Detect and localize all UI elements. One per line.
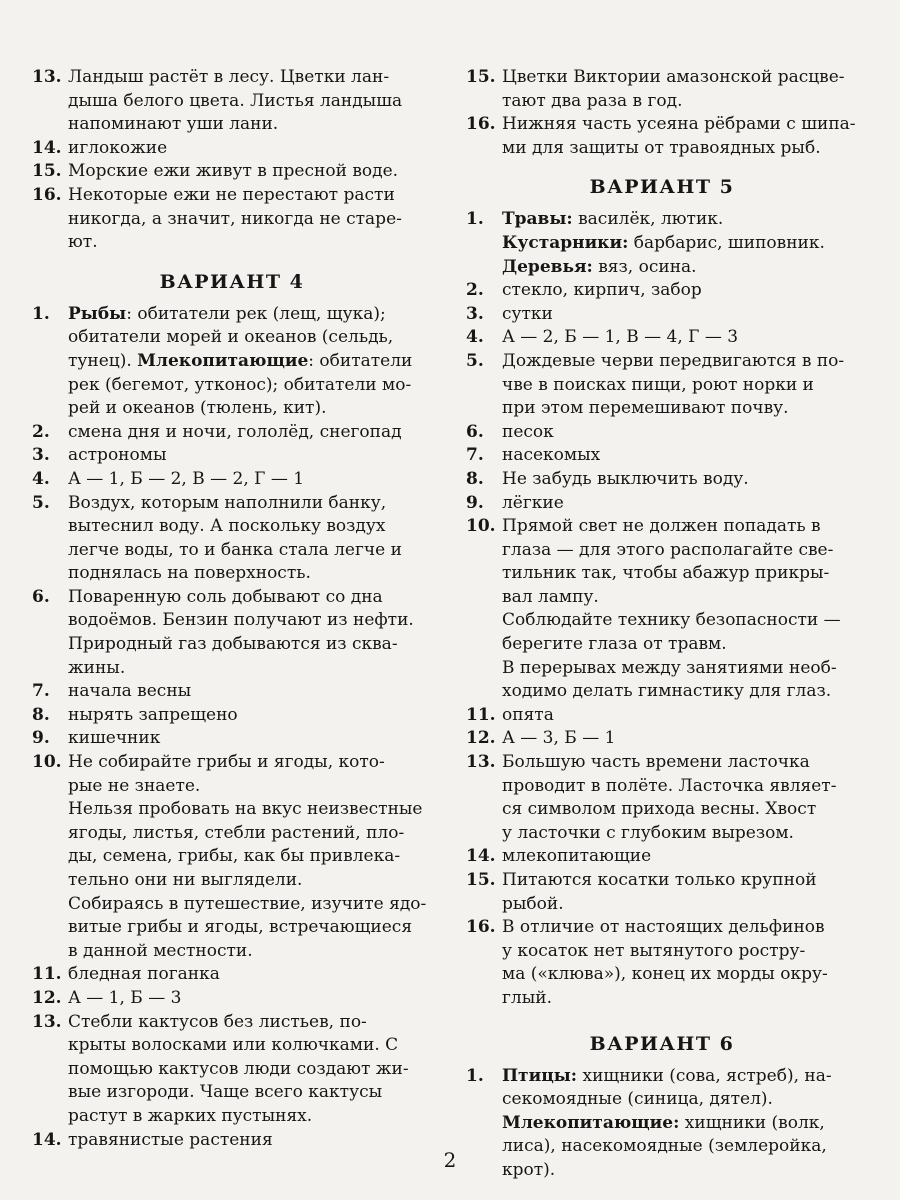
text-line: у ласточки с глубоким вырезом. xyxy=(502,822,794,843)
text-line: ся символом прихода весны. Хвост xyxy=(502,799,817,820)
answer-item xyxy=(466,727,858,751)
text-line: обитатели морей и океанов (сельдь, xyxy=(68,327,394,348)
text-line: ды, семена, грибы, как бы привлека- xyxy=(68,846,401,867)
text-line: Воздух, которым наполнили банку, xyxy=(68,492,387,513)
text-line: рек (бегемот, утконос); обитатели мо- xyxy=(68,374,412,395)
item-text xyxy=(502,845,858,869)
text-line: тунец). Млекопитающие: обитатели xyxy=(68,350,413,371)
text-line: Нельзя пробовать на вкус неизвестные xyxy=(68,799,423,820)
text-line: А — 1, Б — 3 xyxy=(68,987,182,1008)
item-number: 3. xyxy=(466,303,484,324)
item-number: 14. xyxy=(466,846,496,867)
text-line: водоёмов. Бензин получают из нефти. xyxy=(68,610,414,631)
answer-item xyxy=(466,326,858,350)
item-text xyxy=(68,963,432,987)
item-text xyxy=(68,160,432,184)
answer-item xyxy=(466,279,858,303)
item-number: 15. xyxy=(32,161,62,182)
item-text xyxy=(68,727,432,751)
text-line: Некоторые ежи не перестают расти xyxy=(68,184,395,205)
text-line: Деревья: вяз, осина. xyxy=(502,256,697,277)
text-line: Не забудь выключить воду. xyxy=(502,468,749,489)
answer-item xyxy=(32,421,432,445)
answer-item xyxy=(466,845,858,869)
answer-item xyxy=(32,184,432,255)
text-line: крот). xyxy=(502,1159,556,1180)
text-line: Стебли кактусов без листьев, по- xyxy=(68,1011,367,1032)
text-line: рыбой. xyxy=(502,893,564,914)
item-text xyxy=(502,492,858,516)
item-text xyxy=(502,515,858,704)
item-number: 2. xyxy=(466,280,484,301)
item-text xyxy=(68,751,432,963)
item-number: 12. xyxy=(466,728,496,749)
answer-item xyxy=(466,515,858,704)
text-line: Ландыш растёт в лесу. Цветки лан- xyxy=(68,67,390,87)
item-text xyxy=(68,184,432,255)
text-line: А — 2, Б — 1, В — 4, Г — 3 xyxy=(502,327,739,348)
answer-item xyxy=(32,727,432,751)
right-column xyxy=(466,66,858,1183)
text-line: Большую часть времени ласточка xyxy=(502,752,810,773)
item-number: 1. xyxy=(466,209,484,230)
text-line: напоминают уши лани. xyxy=(68,114,279,135)
text-line: Морские ежи живут в пресной воде. xyxy=(68,161,399,182)
answer-item xyxy=(466,421,858,445)
item-number: 12. xyxy=(32,987,62,1008)
text-line: дыша белого цвета. Листья ландыша xyxy=(68,90,403,111)
item-text xyxy=(502,303,858,327)
answer-item xyxy=(32,160,432,184)
text-line: Дождевые черви передвигаются в по- xyxy=(502,350,845,371)
answer-item xyxy=(32,963,432,987)
item-text xyxy=(502,326,858,350)
text-line: смена дня и ночи, гололёд, снегопад xyxy=(68,421,402,442)
answer-item xyxy=(466,444,858,468)
item-text xyxy=(68,66,432,137)
item-text xyxy=(502,113,858,160)
text-line: Собираясь в путешествие, изучите ядо- xyxy=(68,893,427,914)
item-text xyxy=(68,492,432,586)
answer-item xyxy=(466,66,858,113)
item-number: 11. xyxy=(32,964,62,985)
text-line: у косаток нет вытянутого ростру- xyxy=(502,940,806,961)
answer-item xyxy=(466,492,858,516)
text-line: ми для защиты от травоядных рыб. xyxy=(502,137,821,158)
item-number: 13. xyxy=(466,752,496,773)
item-number: 15. xyxy=(466,67,496,87)
item-text xyxy=(68,586,432,680)
item-text xyxy=(68,303,432,421)
text-line: тельно они ни выглядели. xyxy=(68,870,303,890)
text-line: Млекопитающие: хищники (волк, xyxy=(502,1112,825,1133)
item-number: 11. xyxy=(466,704,496,725)
answer-item xyxy=(466,751,858,845)
answer-item xyxy=(32,303,432,421)
text-line: поднялась на поверхность. xyxy=(68,563,311,584)
item-text xyxy=(68,444,432,468)
text-line: ходимо делать гимнастику для глаз. xyxy=(502,681,832,702)
bold-term: Рыбы xyxy=(68,303,127,324)
answer-item xyxy=(466,350,858,421)
item-text xyxy=(502,751,858,845)
item-number: 14. xyxy=(32,1129,62,1150)
answer-item xyxy=(32,137,432,161)
item-text xyxy=(502,208,858,279)
item-text xyxy=(502,66,858,113)
text-line: А — 1, Б — 2, В — 2, Г — 1 xyxy=(68,468,305,489)
item-number: 16. xyxy=(466,917,496,938)
text-line: ют. xyxy=(68,232,98,253)
text-line: сутки xyxy=(502,303,553,324)
bold-term: Кустарники: xyxy=(502,232,629,253)
answer-item xyxy=(32,444,432,468)
text-line: Травы: василёк, лютик. xyxy=(502,209,724,230)
bold-term: Млекопитающие: xyxy=(502,1112,680,1133)
item-number: 1. xyxy=(32,303,50,324)
item-number: 14. xyxy=(32,137,62,158)
item-number: 3. xyxy=(32,445,50,466)
answer-item xyxy=(32,680,432,704)
text-line: насекомых xyxy=(502,445,601,466)
item-number: 6. xyxy=(32,586,50,607)
answer-item xyxy=(32,586,432,680)
text-line: Цветки Виктории амазонской расцве- xyxy=(502,67,845,87)
text-line: берегите глаза от травм. xyxy=(502,634,727,655)
left-column xyxy=(32,66,432,1152)
text-line: лиса), насекомоядные (землеройка, xyxy=(502,1136,827,1157)
answer-item xyxy=(32,1011,432,1129)
text-line: кишечник xyxy=(68,728,161,749)
text-line: лёгкие xyxy=(502,492,564,513)
text-line: травянистые растения xyxy=(68,1129,273,1150)
item-text xyxy=(502,916,858,1010)
text-line: иглокожие xyxy=(68,137,168,158)
page-number: 2 xyxy=(443,1148,457,1172)
item-number: 9. xyxy=(466,492,484,513)
text-line: проводит в полёте. Ласточка являет- xyxy=(502,775,837,796)
bold-term: Травы: xyxy=(502,209,573,230)
item-text xyxy=(68,680,432,704)
text-line: витые грибы и ягоды, встречающиеся xyxy=(68,917,413,938)
item-number: 9. xyxy=(32,728,50,749)
text-line: легче воды, то и банка стала легче и xyxy=(68,539,402,560)
item-text xyxy=(502,468,858,492)
text-line: помощью кактусов люди создают жи- xyxy=(68,1058,409,1079)
item-number: 10. xyxy=(466,516,496,537)
text-line: Кустарники: барбарис, шиповник. xyxy=(502,232,825,253)
item-text xyxy=(502,869,858,916)
answer-item xyxy=(32,751,432,963)
item-text xyxy=(68,137,432,161)
answer-item xyxy=(466,468,858,492)
text-line: рые не знаете. xyxy=(68,775,201,796)
item-number: 4. xyxy=(466,327,484,348)
item-text xyxy=(502,350,858,421)
variant-6-heading: ВАРИАНТ 6 xyxy=(589,1032,735,1055)
item-number: 8. xyxy=(466,468,484,489)
text-line: рей и океанов (тюлень, кит). xyxy=(68,398,327,419)
text-line: крыты волосками или колючками. С xyxy=(68,1035,399,1056)
item-text xyxy=(502,279,858,303)
text-line: тают два раза в год. xyxy=(502,90,683,111)
answer-item xyxy=(466,303,858,327)
item-number: 5. xyxy=(32,492,50,513)
item-number: 4. xyxy=(32,468,50,489)
answer-item xyxy=(32,66,432,137)
answer-item xyxy=(466,916,858,1010)
text-line: тильник так, чтобы абажур прикры- xyxy=(502,563,830,584)
item-number: 15. xyxy=(466,870,496,890)
answer-item xyxy=(466,869,858,916)
item-text xyxy=(502,421,858,445)
answer-item xyxy=(32,492,432,586)
text-line: жины. xyxy=(68,657,126,678)
text-line: при этом перемешивают почву. xyxy=(502,398,789,419)
item-number: 1. xyxy=(466,1065,484,1086)
text-line: Прямой свет не должен попадать в xyxy=(502,516,821,537)
item-text xyxy=(502,704,858,728)
text-line: астрономы xyxy=(68,445,167,466)
item-text xyxy=(68,1011,432,1129)
text-line: Не собирайте грибы и ягоды, кото- xyxy=(68,752,385,773)
variant-4-heading: ВАРИАНТ 4 xyxy=(159,270,305,293)
item-number: 7. xyxy=(466,445,484,466)
text-line: глый. xyxy=(502,987,552,1008)
right-pre-items xyxy=(466,66,858,160)
text-line: В перерывах между занятиями необ- xyxy=(502,657,837,678)
text-line: вытеснил воду. А поскольку воздух xyxy=(68,516,386,537)
text-line: Соблюдайте технику безопасности — xyxy=(502,610,841,631)
text-line: секомоядные (синица, дятел). xyxy=(502,1089,773,1110)
answer-item xyxy=(32,987,432,1011)
item-number: 5. xyxy=(466,350,484,371)
item-text xyxy=(68,468,432,492)
text-line: В отличие от настоящих дельфинов xyxy=(502,917,825,938)
text-line: начала весны xyxy=(68,681,192,702)
item-number: 7. xyxy=(32,681,50,702)
item-number: 2. xyxy=(32,421,50,442)
item-text xyxy=(502,727,858,751)
text-line: ма («клюва»), конец их морды окру- xyxy=(502,964,828,985)
text-line: песок xyxy=(502,421,554,442)
text-line: А — 3, Б — 1 xyxy=(502,728,616,749)
text-line: млекопитающие xyxy=(502,846,652,867)
item-text xyxy=(68,704,432,728)
bold-term: Птицы: xyxy=(502,1065,578,1086)
text-line: Рыбы: обитатели рек (лещ, щука); xyxy=(68,303,386,324)
text-line: растут в жарких пустынях. xyxy=(68,1105,313,1126)
text-line: в данной местности. xyxy=(68,940,253,961)
item-number: 16. xyxy=(32,184,62,205)
text-line: никогда, а значит, никогда не старе- xyxy=(68,208,402,229)
text-line: нырять запрещено xyxy=(68,704,238,725)
text-line: Поваренную соль добывают со дна xyxy=(68,586,383,607)
left-pre-items xyxy=(32,66,432,255)
text-line: бледная поганка xyxy=(68,964,220,985)
item-number: 16. xyxy=(466,114,496,135)
answer-item xyxy=(32,468,432,492)
text-line: стекло, кирпич, забор xyxy=(502,280,702,301)
item-number: 6. xyxy=(466,421,484,442)
answer-item xyxy=(32,704,432,728)
bold-term: Млекопитающие xyxy=(137,350,309,371)
text-line: Нижняя часть усеяна рёбрами с шипа- xyxy=(502,114,856,135)
item-text xyxy=(68,987,432,1011)
answer-item xyxy=(466,208,858,279)
answer-item xyxy=(466,704,858,728)
text-line: Природный газ добываются из сква- xyxy=(68,634,398,655)
item-text xyxy=(68,421,432,445)
text-line: ягоды, листья, стебли растений, пло- xyxy=(68,822,405,843)
bold-term: Деревья: xyxy=(502,256,593,277)
variant-4-items xyxy=(32,303,432,1152)
text-line: глаза — для этого располагайте све- xyxy=(502,539,834,560)
item-number: 8. xyxy=(32,704,50,725)
text-line: вал лампу. xyxy=(502,586,599,607)
text-line: Питаются косатки только крупной xyxy=(502,870,817,890)
item-number: 10. xyxy=(32,752,62,773)
item-number: 13. xyxy=(32,1011,62,1032)
item-number: 13. xyxy=(32,67,62,87)
variant-5-items xyxy=(466,208,858,1010)
text-line: Птицы: хищники (сова, ястреб), на- xyxy=(502,1065,832,1086)
item-text xyxy=(502,444,858,468)
text-line: чве в поисках пищи, роют норки и xyxy=(502,374,814,395)
variant-5-heading: ВАРИАНТ 5 xyxy=(589,176,735,199)
answer-item xyxy=(466,113,858,160)
text-line: опята xyxy=(502,704,554,725)
text-line: вые изгороди. Чаще всего кактусы xyxy=(68,1082,383,1103)
